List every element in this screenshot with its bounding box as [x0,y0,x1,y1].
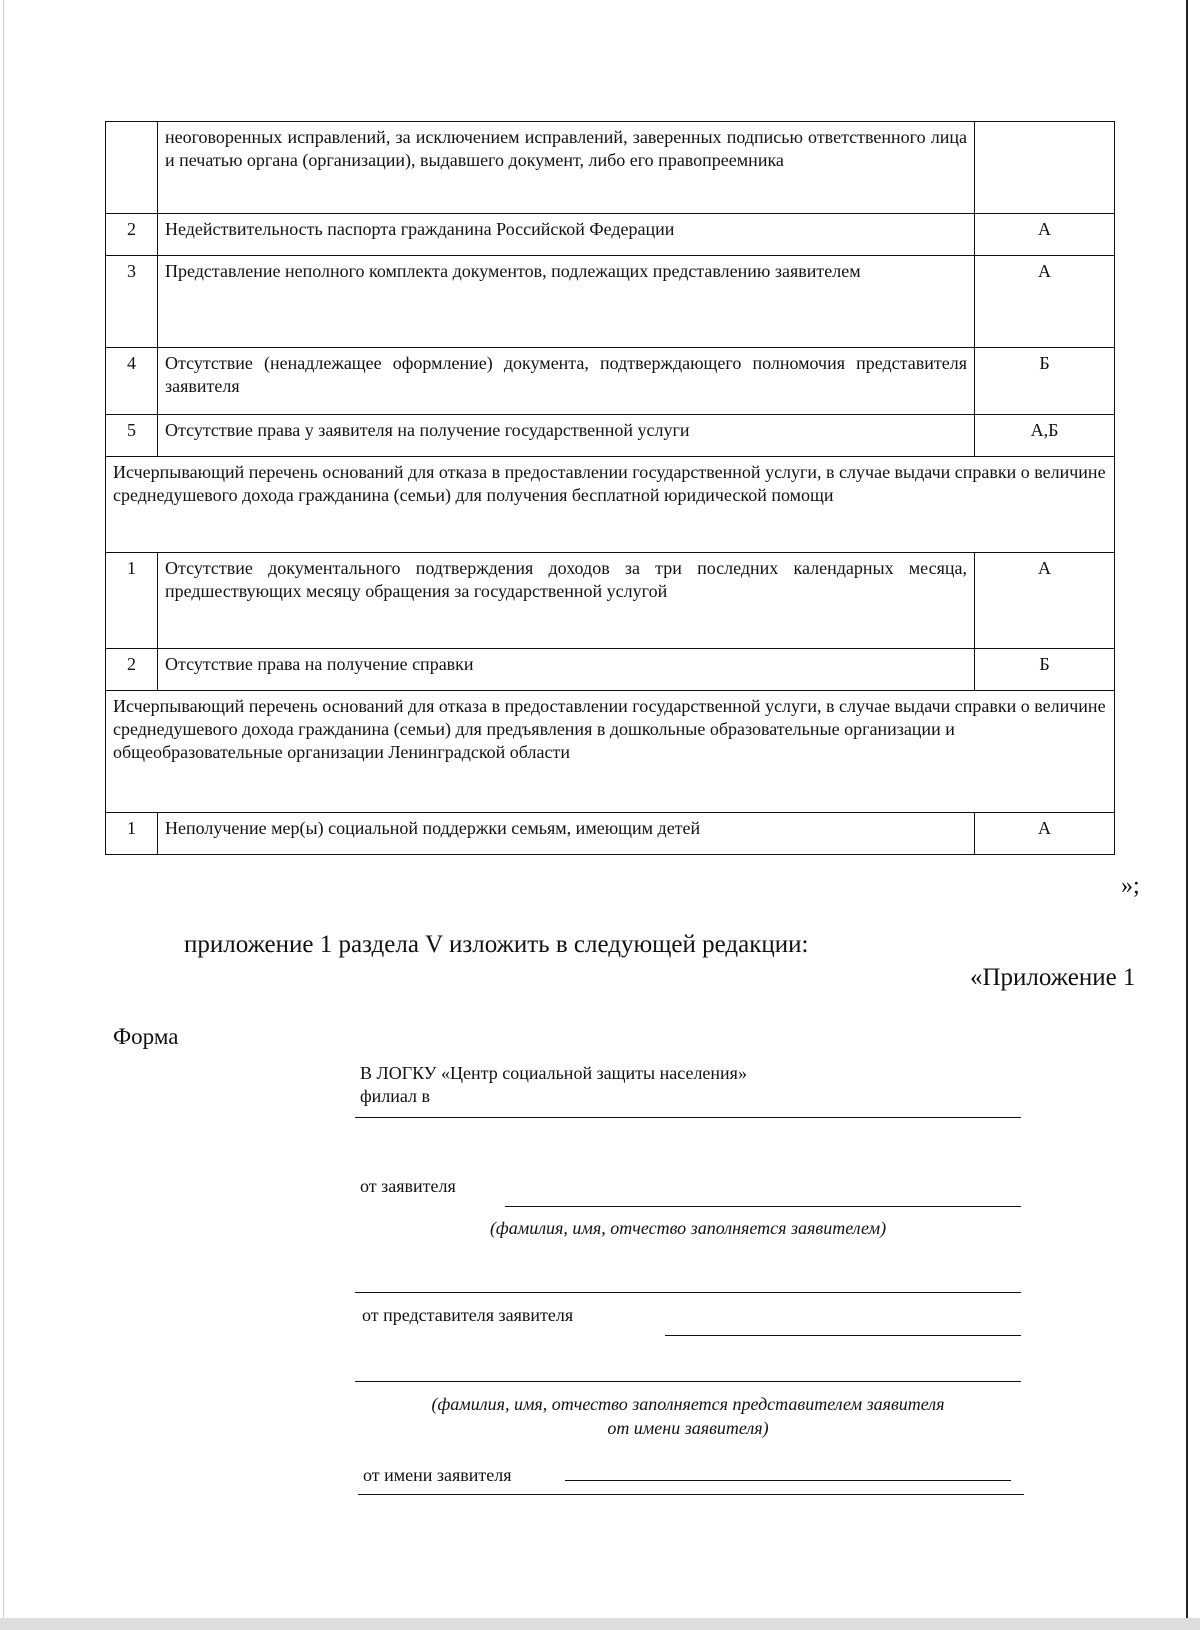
on-behalf-label: от имени заявителя [363,1465,512,1485]
representative-fill-line-2[interactable] [355,1381,1021,1382]
row-text: Неполучение мер(ы) социальной поддержки семьям, имеющим детей [158,813,975,855]
refusal-grounds-table [105,121,1115,855]
table-section-row [106,457,1115,553]
page-bottom-edge [0,1618,1200,1630]
table-row [106,813,1115,855]
from-applicant-label: от заявителя [360,1176,456,1196]
on-behalf-fill-line[interactable] [565,1480,1011,1481]
branch-label: филиал в [360,1086,431,1106]
row-text: Недействительность паспорта гражданина Российской Федерации [158,214,975,256]
row-number [106,122,158,214]
row-category: А [975,214,1115,256]
row-text: Представление неполного комплекта документов, подлежащих представлению заявителем [158,256,975,348]
table-row [106,553,1115,649]
appendix-label: «Приложение 1 [970,964,1136,991]
row-number: 2 [106,649,158,691]
row-number: 3 [106,256,158,348]
on-behalf-fill-line-2[interactable] [358,1494,1024,1495]
row-category: А,Б [975,415,1115,457]
row-number: 4 [106,348,158,415]
applicant-fill-line-2[interactable] [355,1292,1021,1293]
table-row [106,256,1115,348]
row-number: 1 [106,813,158,855]
section-heading: Исчерпывающий перечень оснований для отказа в предоставлении государственной услуги, в случае выдачи справки о величине среднедушевого дохода гражданина (семьи) для предъявления в дошкольные образовательные организации и общеобразовательные организации Ленинградской области [106,691,1115,813]
row-number: 5 [106,415,158,457]
row-category: Б [975,649,1115,691]
row-number: 2 [106,214,158,256]
section-heading: Исчерпывающий перечень оснований для отказа в предоставлении государственной услуги, в случае выдачи справки о величине среднедушевого дохода гражданина (семьи) для получения бесплатной юридической помощи [106,457,1115,553]
applicant-hint: (фамилия, имя, отчество заполняется заявителем) [489,1218,887,1238]
row-number: 1 [106,553,158,649]
page-edge-right [1186,0,1188,1630]
representative-hint-line1: (фамилия, имя, отчество заполняется представителем заявителя [431,1394,945,1414]
from-representative-label: от представителя заявителя [362,1305,574,1325]
applicant-fill-line[interactable] [505,1206,1021,1207]
row-text: Отсутствие права у заявителя на получение государственной услуги [158,415,975,457]
row-text: Отсутствие (ненадлежащее оформление) документа, подтверждающего полномочия представителя заявителя [158,348,975,415]
table-row [106,214,1115,256]
closing-quote: »; [1121,873,1140,899]
row-text: неоговоренных исправлений, за исключением исправлений, заверенных подписью ответственного лица и печатью органа (организации), выдавшего документ, либо его правопреемника [158,122,975,214]
representative-fill-line[interactable] [665,1335,1021,1336]
row-text: Отсутствие документального подтверждения доходов за три последних календарных месяца, предшествующих месяцу обращения за государственной услугой [158,553,975,649]
table-row [106,415,1115,457]
table-row [106,649,1115,691]
row-category: А [975,553,1115,649]
representative-hint-line2: от имени заявителя) [607,1418,769,1438]
row-text: Отсутствие права на получение справки [158,649,975,691]
form-label: Форма [113,1024,179,1049]
table-row [106,122,1115,214]
row-category: А [975,256,1115,348]
table-section-row [106,691,1115,813]
branch-fill-line[interactable] [355,1117,1021,1118]
row-category [975,122,1115,214]
page-edge-left [3,0,4,1630]
row-category: А [975,813,1115,855]
addressee-line: В ЛОГКУ «Центр социальной защиты населения» [360,1063,747,1083]
amendment-instruction: приложение 1 раздела V изложить в следующей редакции: [184,931,809,958]
table-row [106,348,1115,415]
row-category: Б [975,348,1115,415]
